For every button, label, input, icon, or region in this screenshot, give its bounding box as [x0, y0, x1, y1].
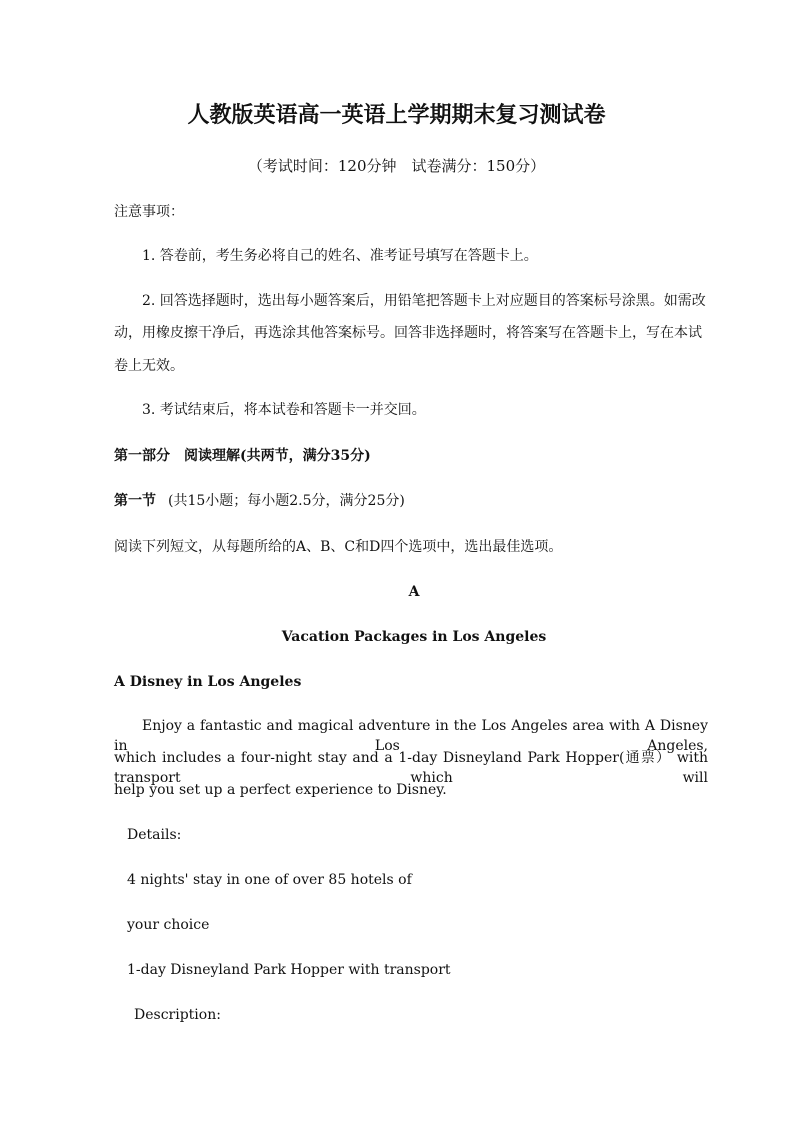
- note-item-2-end: 卷上无效。: [114, 358, 184, 374]
- note-item-2: 2. 回答选择题时，选出每小题答案后，用铅笔把答题卡上对应题目的答案标号涂黑。如需改: [142, 293, 706, 309]
- note-item-1: 1. 答卷前，考生务必将自己的姓名、准考证号填写在答题卡上。: [142, 248, 538, 264]
- description-label: Description:: [134, 1007, 221, 1023]
- paragraph-line-3: help you set up a perfect experience to Disney.: [114, 782, 447, 798]
- section-one-label: 第一节: [114, 493, 156, 509]
- details-item-1: 4 nights' stay in one of over 85 hotels of: [127, 872, 412, 888]
- reading-instruction: 阅读下列短文，从每题所给的A、B、C和D四个选项中，选出最佳选项。: [114, 539, 563, 555]
- passage-letter: A: [408, 584, 420, 600]
- exam-subtitle: （考试时间：120分钟 试卷满分：150分）: [247, 157, 546, 175]
- exam-title: 人教版英语高一英语上学期期末复习测试卷: [187, 102, 606, 128]
- note-item-3: 3. 考试结束后，将本试卷和答题卡一并交回。: [142, 402, 426, 418]
- part-one-heading: 第一部分 阅读理解(共两节，满分35分): [114, 448, 371, 464]
- section-one-detail: (共15小题；每小题2.5分，满分25分): [168, 493, 405, 509]
- details-label: Details:: [127, 827, 182, 843]
- package-heading: A Disney in Los Angeles: [114, 674, 302, 690]
- notes-heading: 注意事项：: [114, 204, 184, 220]
- passage-title: Vacation Packages in Los Angeles: [281, 629, 547, 645]
- paragraph-line-1: Enjoy a fantastic and magical adventure in the Los Angeles area with A Disney in Los Angeles,: [114, 718, 708, 754]
- details-item-3: 1-day Disneyland Park Hopper with transport: [127, 962, 451, 978]
- paragraph-line-2: which includes a four-night stay and a 1-day Disneyland Park Hopper(通票） with transport which will: [114, 750, 708, 786]
- section-one-heading: [114, 491, 714, 511]
- note-item-2-continued: 动，用橡皮擦干净后，再选涂其他答案标号。回答非选择题时，将答案写在答题卡上，写在本试: [114, 325, 702, 341]
- details-item-2: your choice: [127, 917, 210, 933]
